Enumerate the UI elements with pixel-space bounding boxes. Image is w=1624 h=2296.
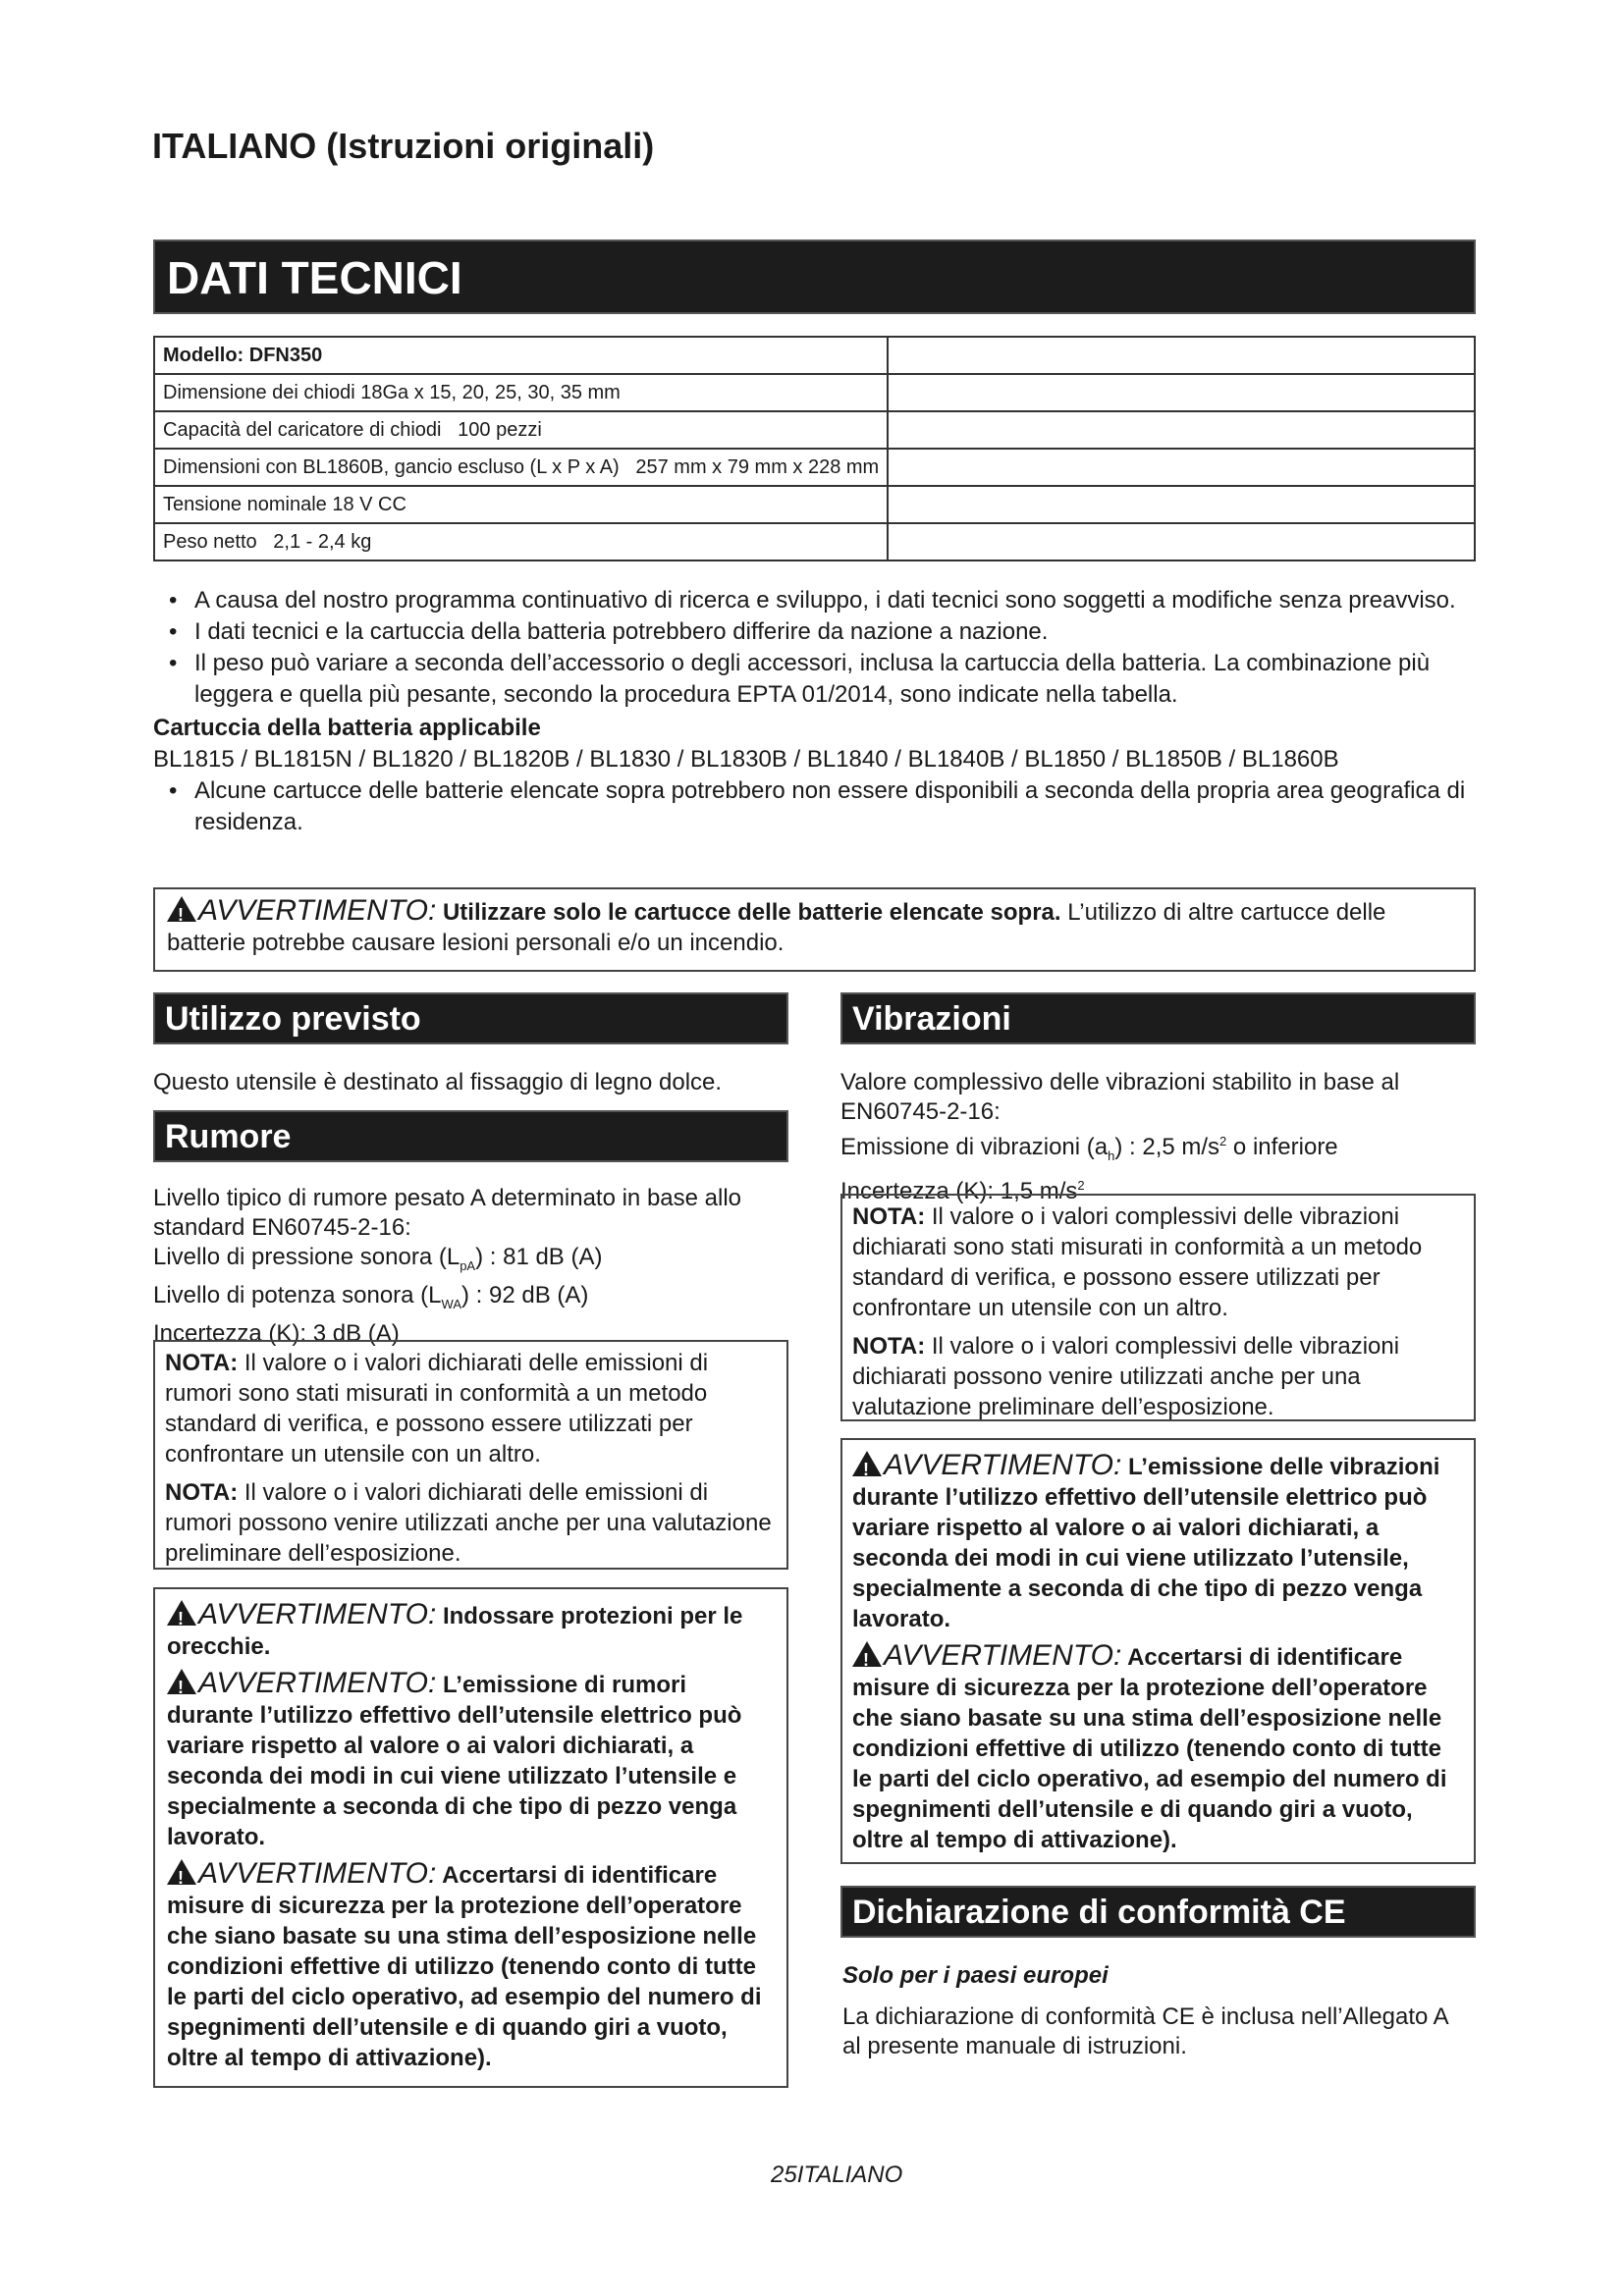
note: NOTA: Il valore o i valori complessivi delle vibrazioni dichiarati sono stati misurati in conformità a un metodo standard di verifica, e possono essere utilizzati per confrontare un utensile con un altro.: [852, 1203, 1423, 1321]
vibration-warning-box: [840, 1438, 1476, 1864]
section-header-ce-declaration: Dichiarazione di conformità CE: [840, 1886, 1476, 1938]
page-number: 25: [771, 2162, 797, 2188]
spec-magazine-capacity: Capacità del caricatore di chiodi 100 pezzi: [154, 411, 888, 449]
document-language-title: ITALIANO (Istruzioni originali): [152, 126, 655, 166]
table-row: [154, 523, 1475, 561]
note: NOTA: Il valore o i valori dichiarati delle emissioni di rumori sono stati misurati in conformità a un metodo standard di verifica, e possono essere utilizzati per confrontare un utensile con un altro.: [165, 1350, 709, 1468]
vibration-emission: Emissione di vibrazioni $(a_h)$ : 2,5 $m/s^2$ o inferiore: [840, 1134, 1338, 1163]
intended-use-text: Questo utensile è destinato al fissaggio di legno dolce.: [153, 1069, 723, 1095]
section-header-noise: Rumore: [153, 1110, 788, 1162]
specs-notes: [153, 585, 1479, 838]
sound-pressure: Livello di pressione sonora $(L_{pA})$ : 81 dB (A): [153, 1244, 603, 1273]
warning-icon: [167, 1669, 196, 1694]
battery-heading: Cartuccia della batteria applicabile: [153, 715, 541, 741]
warning: !AVVERTIMENTO: Indossare protezioni per le orecchie.: [167, 1599, 775, 1662]
warning-icon: [167, 1859, 196, 1885]
warning-icon: [852, 1451, 882, 1476]
warning: !AVVERTIMENTO: Accertarsi di identificare misure di sicurezza per la protezione dell’operatore che siano basate su una stima dell’esposizione nelle condizioni effettive di utilizzo (tenendo conto di tutte le parti del ciclo operativo, ad esempio del numero di spegnimenti dell’utensile e di quando giri a vuoto, oltre al tempo di attivazione).: [167, 1858, 775, 2073]
sound-power: Livello di potenza sonora $(L_{WA})$ : 92 dB (A): [153, 1281, 589, 1311]
noise-uncertainty: Incertezza (K): 3 dB (A): [153, 1319, 400, 1347]
note: NOTA: Il valore o i valori complessivi delle vibrazioni dichiarati possono venire utilizzati anche per una valutazione preliminare dell’esposizione.: [852, 1333, 1400, 1420]
warning: !AVVERTIMENTO: L’emissione di rumori durante l’utilizzo effettivo dell’utensile elettrico può variare rispetto al valore o ai valori dichiarati, a seconda dei modi in cui viene utilizzato l’utensile e specialmente a seconda di che tipo di pezzo venga lavorato.: [167, 1668, 775, 1852]
warning-label: AVVERTIMENTO:: [198, 894, 437, 927]
spec-model: Modello: DFN350: [154, 337, 888, 374]
note: NOTA: Il valore o i valori dichiarati delle emissioni di rumori possono venire utilizzati anche per una valutazione preliminare dell’esposizione.: [165, 1479, 772, 1567]
noise-note-box: [153, 1340, 788, 1570]
spec-voltage: Tensione nominale 18 V CC: [154, 486, 888, 523]
vibration-data: Valore complessivo delle vibrazioni stabilito in base al EN60745-2-16: Emissione di vibrazioni $(a_h)$ : 2,5 $m/s^2$ o inferiore Incertezza (K): 1,5 $m/s^2$: [840, 1068, 1469, 1206]
battery-warning-box: !AVVERTIMENTO: Utilizzare solo le cartucce delle batterie elencate sopra. L’utilizzo di altre cartucce delle batterie potrebbe causare lesioni personali e/o un incendio.: [153, 887, 1476, 972]
noise-warning-box: [153, 1587, 788, 2088]
spec-dimensions: Dimensioni con BL1860B, gancio escluso (L x P x A) 257 mm x 79 mm x 228 mm: [154, 449, 888, 486]
list-item: • Alcune cartucce delle batterie elencate sopra potrebbero non essere disponibili a seconda della propria area geografica di residenza.: [169, 777, 1466, 835]
ce-subtitle: Solo per i paesi europei: [842, 1962, 1109, 1989]
table-row: [154, 411, 1475, 449]
warning-icon: [167, 896, 196, 922]
table-row: [154, 486, 1475, 523]
section-header-vibration: Vibrazioni: [840, 992, 1476, 1044]
list-item: • I dati tecnici e la cartuccia della batteria potrebbero differire da nazione a nazione.: [169, 618, 1049, 645]
table-row: [154, 337, 1475, 374]
specs-table: [153, 336, 1476, 561]
warning: !AVVERTIMENTO: Accertarsi di identificare misure di sicurezza per la protezione dell’operatore che siano basate su una stima dell’esposizione nelle condizioni effettive di utilizzo (tenendo conto di tutte le parti del ciclo operativo, ad esempio del numero di spegnimenti dell’utensile e di quando giri a vuoto, oltre al tempo di attivazione).: [852, 1640, 1464, 1855]
warning-icon: [167, 1600, 196, 1626]
ce-text: La dichiarazione di conformità CE è inclusa nell’Allegato A al presente manuale di istruzioni.: [842, 2003, 1448, 2059]
battery-list: BL1815 / BL1815N / BL1820 / BL1820B / BL1830 / BL1830B / BL1840 / BL1840B / BL1850 / BL1850B / BL1860B: [153, 746, 1339, 773]
noise-data: Livello tipico di rumore pesato A determinato in base allo standard EN60745-2-16: Livello di pressione sonora $(L_{pA})$ : 81 dB (A) Livello di potenza sonora $(L_{WA})$ : 92 dB (A) Incertezza (K): 3 dB (A): [153, 1184, 782, 1349]
warning-icon: [852, 1641, 882, 1667]
vibration-uncertainty: Incertezza (K): 1,5 $m/s^2$: [840, 1177, 1085, 1204]
spec-weight: Peso netto 2,1 - 2,4 kg: [154, 523, 888, 561]
table-row: [154, 374, 1475, 411]
spec-nail-size: Dimensione dei chiodi 18Ga x 15, 20, 25, 30, 35 mm: [154, 374, 888, 411]
section-header-specs: DATI TECNICI: [153, 240, 1476, 314]
list-item: • A causa del nostro programma continuativo di ricerca e sviluppo, i dati tecnici sono soggetti a modifiche senza preavviso.: [169, 587, 1456, 614]
warning: !AVVERTIMENTO: L’emissione delle vibrazioni durante l’utilizzo effettivo dell’utensile elettrico può variare rispetto al valore o ai valori dichiarati, a seconda dei modi in cui viene utilizzato l’utensile, specialmente a seconda di che tipo di pezzo venga lavorato.: [852, 1450, 1464, 1634]
vibration-note-box: [840, 1194, 1476, 1421]
section-header-intended-use: Utilizzo previsto: [153, 992, 788, 1044]
footer-language: ITALIANO: [796, 2162, 903, 2188]
table-row: [154, 449, 1475, 486]
list-item: • Il peso può variare a seconda dell’accessorio o degli accessori, inclusa la cartuccia della batteria. La combinazione più leggera e quella più pesante, secondo la procedura EPTA 01/2014, sono indicate nella tabella.: [169, 650, 1431, 708]
page-footer: [771, 2162, 902, 2189]
